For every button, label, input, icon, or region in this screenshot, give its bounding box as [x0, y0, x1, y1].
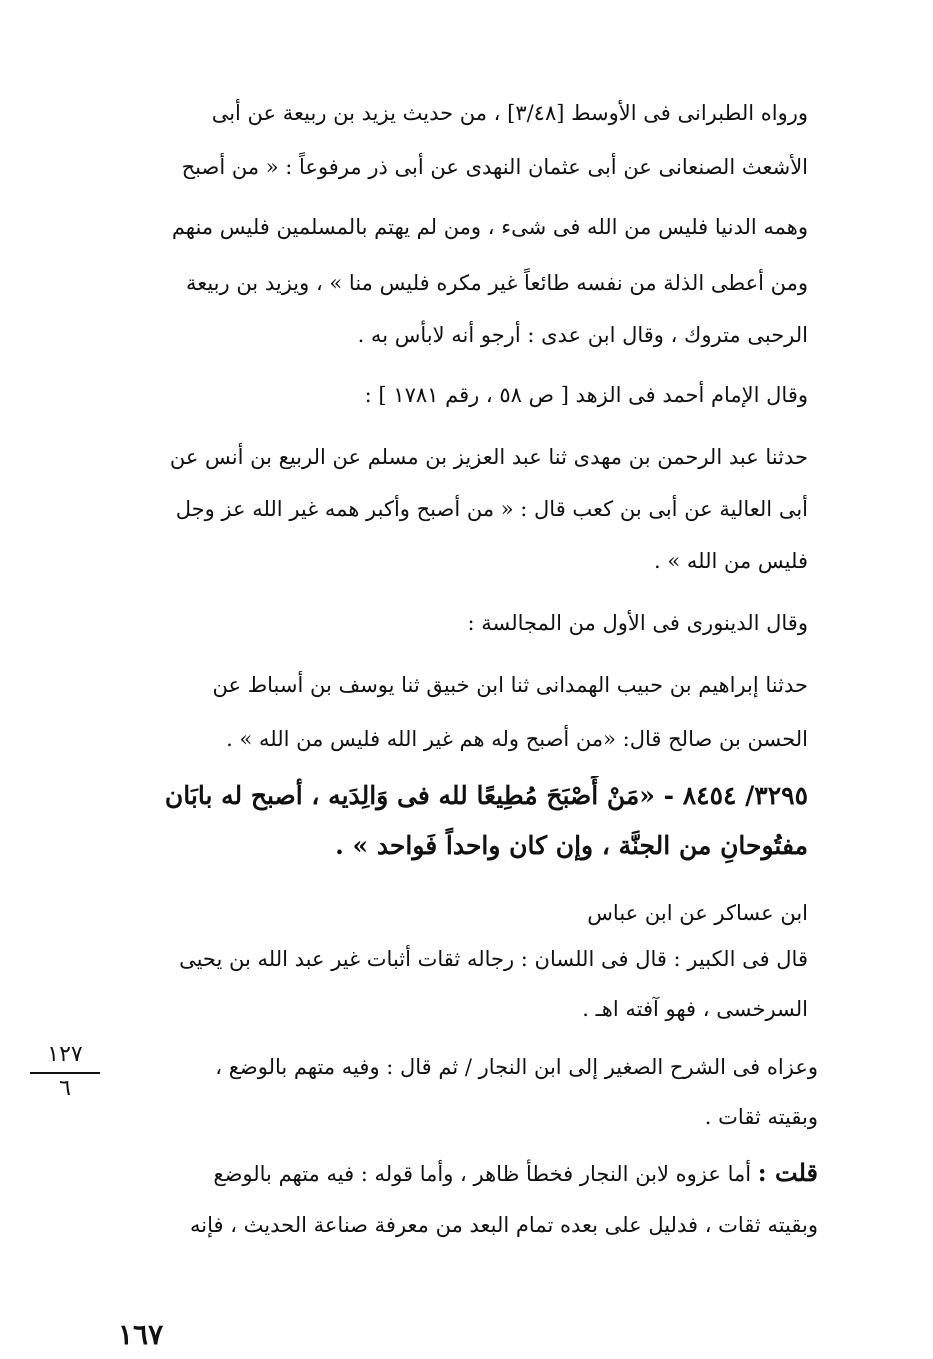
text-line-6: وقال الإمام أحمد فى الزهد [ ص ٥٨ ، رقم ١٧٨١ ] : — [364, 383, 808, 407]
text-line-12: الحسن بن صالح قال: «من أصبح وله هم غير الله فليس من الله » . — [226, 727, 808, 751]
margin-reference — [30, 1040, 100, 1104]
text-line-17: السرخسى ، فهو آفته اهـ . — [582, 997, 808, 1021]
text-line-18: وعزاه فى الشرح الصغير إلى ابن النجار / ثم قال : وفيه متهم بالوضع ، — [215, 1055, 818, 1079]
text-line-20 — [108, 1156, 818, 1194]
margin-ref-bottom: ٦ — [59, 1076, 71, 1101]
text-line-5: الرحبى متروك ، وقال ابن عدى : أرجو أنه لابأس به . — [357, 323, 808, 347]
text-line-1: ورواه الطبرانى فى الأوسط [٣/٤٨] ، من حديث يزيد بن ربيعة عن أبى — [211, 101, 808, 125]
text-line-16: قال فى الكبير : قال فى اللسان : رجاله ثقات أثبات غير عبد الله بن يحيى — [179, 947, 808, 971]
text-line-7: حدثنا عبد الرحمن بن مهدى ثنا عبد العزيز بن مسلم عن الربيع بن أنس عن — [169, 445, 808, 469]
hadith-line-1: ٣٢٩٥/ ٨٤٥٤ - «مَنْ أَصْبَحَ مُطِيعًا لله فى وَالِدَيه ، أصبح له بابَان — [164, 781, 808, 810]
source-line: ابن عساكر عن ابن عباس — [587, 901, 808, 925]
hadith-line-2: مفتُوحانِ من الجنَّة ، وإن كان واحداً فَواحد » . — [335, 831, 808, 860]
text-line-3: وهمه الدنيا فليس من الله فى شىء ، ومن لم يهتم بالمسلمين فليس منهم — [171, 215, 808, 239]
text-line-11: حدثنا إبراهيم بن حبيب الهمدانى ثنا ابن خبيق ثنا يوسف بن أسباط عن — [212, 673, 808, 697]
qult-text: أما عزوه لابن النجار فخطأ ظاهر ، وأما قوله : فيه متهم بالوضع — [213, 1162, 752, 1186]
page-number: ١٦٧ — [118, 1318, 164, 1351]
text-line-9: فليس من الله » . — [653, 549, 808, 573]
text-line-8: أبى العالية عن أبى بن كعب قال : « من أصبح وأكبر همه غير الله عز وجل — [175, 497, 808, 521]
text-line-2: الأشعث الصنعانى عن أبى عثمان النهدى عن أبى ذر مرفوعاً : « من أصبح — [181, 155, 808, 179]
text-line-10: وقال الدينورى فى الأول من المجالسة : — [467, 611, 808, 635]
margin-ref-top: ١٢٧ — [30, 1040, 100, 1074]
text-line-19: وبقيته ثقات . — [704, 1105, 818, 1129]
text-line-21: وبقيته ثقات ، فدليل على بعده تمام البعد من معرفة صناعة الحديث ، فإنه — [190, 1213, 818, 1237]
text-line-4: ومن أعطى الذلة من نفسه طائعاً غير مكره فليس منا » ، ويزيد بن ربيعة — [185, 271, 808, 295]
qult-label: قلت : — [757, 1158, 818, 1187]
